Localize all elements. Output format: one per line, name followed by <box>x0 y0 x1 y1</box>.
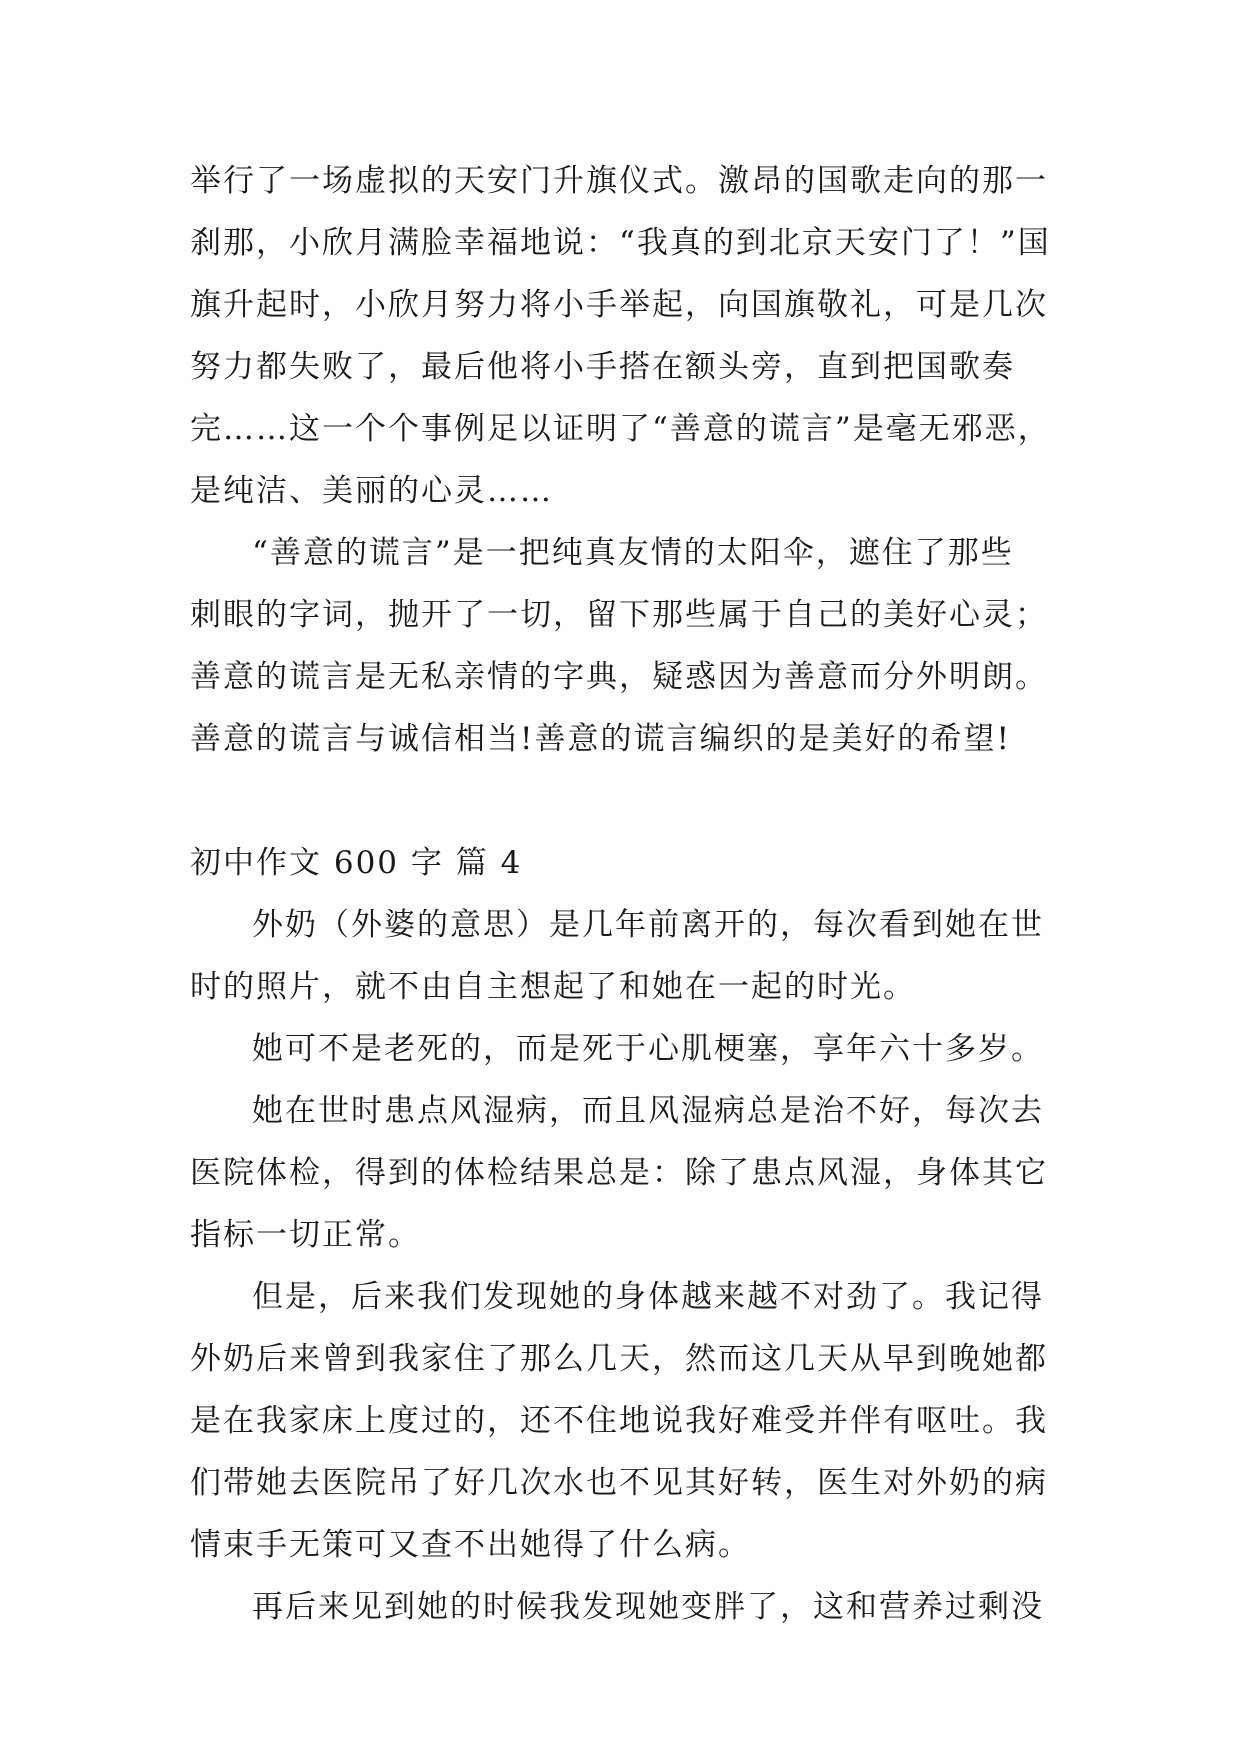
text-line: 是纯洁、美丽的心灵…… <box>190 473 553 509</box>
paragraph <box>190 150 1070 522</box>
text-line: 刹那，小欣月满脸幸福地说：“我真的到北京天安门了！”国 <box>190 225 1051 261</box>
text-line: 旗升起时，小欣月努力将小手举起，向国旗敬礼，可是几次 <box>190 287 1048 323</box>
text-line: 是在我家床上度过的，还不住地说我好难受并伴有呕吐。我 <box>190 1403 1048 1439</box>
paragraph <box>190 1576 1070 1638</box>
text-line: 完……这一个个事例足以证明了“善意的谎言”是毫无邪恶， <box>190 411 1051 447</box>
text-line: 刺眼的字词，抛开了一切，留下那些属于自己的美好心灵； <box>190 597 1048 633</box>
text-line: “善意的谎言”是一把纯真友情的太阳伞，遮住了那些 <box>252 535 1014 571</box>
text-line: 外奶后来曾到我家住了那么几天，然而这几天从早到晚她都 <box>190 1341 1048 1377</box>
paragraph <box>190 522 1070 770</box>
text-line: 指标一切正常。 <box>190 1217 421 1253</box>
text-line: 她可不是老死的，而是死于心肌梗塞，享年六十多岁。 <box>252 1031 1044 1067</box>
text-line: 努力都失败了，最后他将小手搭在额头旁，直到把国歌奏 <box>190 349 1015 385</box>
text-line: 外奶（外婆的意思）是几年前离开的，每次看到她在世 <box>252 907 1044 943</box>
text-line: 再后来见到她的时候我发现她变胖了，这和营养过剩没 <box>252 1589 1044 1625</box>
spacer <box>190 770 1070 832</box>
text-line: 善意的谎言与诚信相当!善意的谎言编织的是美好的希望! <box>190 721 1011 757</box>
paragraph <box>190 894 1070 1018</box>
text-line: 她在世时患点风湿病，而且风湿病总是治不好，每次去 <box>252 1093 1044 1129</box>
text-line: 医院体检，得到的体检结果总是：除了患点风湿，身体其它 <box>190 1155 1048 1191</box>
paragraph <box>190 1266 1070 1576</box>
text-line: 时的照片，就不由自主想起了和她在一起的时光。 <box>190 969 916 1005</box>
text-line: 善意的谎言是无私亲情的字典，疑惑因为善意而分外明朗。 <box>190 659 1048 695</box>
paragraph <box>190 1018 1070 1080</box>
section-heading: 初中作文 600 字 篇 4 <box>190 845 523 881</box>
text-line: 情束手无策可又查不出她得了什么病。 <box>190 1527 751 1563</box>
paragraph <box>190 1080 1070 1266</box>
text-line: 们带她去医院吊了好几次水也不见其好转，医生对外奶的病 <box>190 1465 1048 1501</box>
text-line: 举行了一场虚拟的天安门升旗仪式。激昂的国歌走向的那一 <box>190 163 1048 199</box>
document-body <box>190 150 1070 1638</box>
text-line: 但是，后来我们发现她的身体越来越不对劲了。我记得 <box>252 1279 1044 1315</box>
